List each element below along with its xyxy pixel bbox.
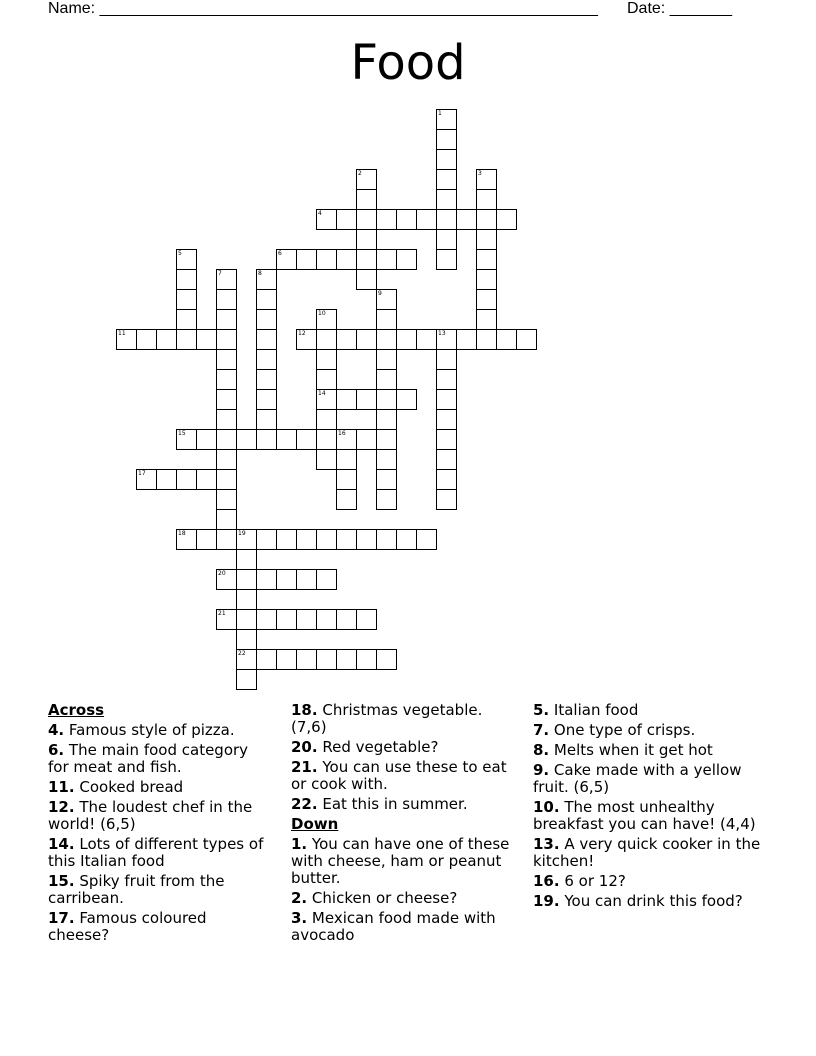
cell-number: 16 — [338, 430, 346, 437]
grid-cell[interactable] — [196, 329, 217, 350]
cell-number: 15 — [178, 430, 186, 437]
grid-cell[interactable] — [256, 649, 277, 670]
grid-cell[interactable] — [156, 329, 177, 350]
grid-cell[interactable] — [356, 329, 377, 350]
cell-number: 4 — [318, 210, 322, 217]
grid-cell[interactable] — [196, 429, 217, 450]
grid-cell[interactable] — [256, 529, 277, 550]
clue-item: 22. Eat this in summer. — [291, 795, 468, 813]
grid-cell[interactable] — [436, 249, 457, 270]
grid-cell[interactable] — [376, 309, 397, 330]
grid-cell[interactable] — [216, 389, 237, 410]
date-field[interactable]: Date: _______ — [627, 0, 732, 17]
grid-cell[interactable] — [396, 389, 417, 410]
grid-cell[interactable] — [336, 429, 357, 450]
grid-cell[interactable] — [356, 169, 377, 190]
grid-cell[interactable] — [296, 429, 317, 450]
grid-cell[interactable] — [216, 409, 237, 430]
grid-cell[interactable] — [376, 649, 397, 670]
grid-cell[interactable] — [476, 269, 497, 290]
grid-cell[interactable] — [436, 389, 457, 410]
cell-number: 18 — [178, 530, 186, 537]
name-field[interactable]: Name: ________________________________________________________ — [48, 0, 598, 17]
grid-cell[interactable] — [296, 569, 317, 590]
grid-cell[interactable] — [316, 569, 337, 590]
grid-cell[interactable] — [436, 349, 457, 370]
clue-item: 13. A very quick cooker in the kitchen! — [533, 835, 761, 870]
grid-cell[interactable] — [436, 149, 457, 170]
grid-cell[interactable] — [256, 569, 277, 590]
grid-cell[interactable] — [256, 269, 277, 290]
grid-cell[interactable] — [376, 469, 397, 490]
grid-cell[interactable] — [276, 609, 297, 630]
grid-cell[interactable] — [516, 329, 537, 350]
grid-cell[interactable] — [336, 329, 357, 350]
grid-cell[interactable] — [456, 209, 477, 230]
grid-cell[interactable] — [296, 609, 317, 630]
cell-number: 11 — [118, 330, 126, 337]
grid-cell[interactable] — [256, 329, 277, 350]
grid-cell[interactable] — [376, 409, 397, 430]
grid-cell[interactable] — [396, 249, 417, 270]
grid-cell[interactable] — [436, 489, 457, 510]
grid-cell[interactable] — [216, 509, 237, 530]
clue-item: 14. Lots of different types of this Italian food — [48, 835, 264, 870]
grid-cell[interactable] — [376, 489, 397, 510]
grid-cell[interactable] — [216, 489, 237, 510]
grid-cell[interactable] — [496, 329, 517, 350]
grid-cell[interactable] — [436, 169, 457, 190]
grid-cell[interactable] — [336, 469, 357, 490]
grid-cell[interactable] — [236, 569, 257, 590]
clues-column-2 — [291, 702, 516, 947]
grid-cell[interactable] — [216, 309, 237, 330]
grid-cell[interactable] — [256, 289, 277, 310]
clue-item: 7. One type of crisps. — [533, 721, 696, 739]
grid-cell[interactable] — [336, 489, 357, 510]
cell-number: 1 — [438, 110, 442, 117]
grid-cell[interactable] — [116, 329, 137, 350]
grid-cell[interactable] — [396, 329, 417, 350]
grid-cell[interactable] — [376, 249, 397, 270]
grid-cell[interactable] — [256, 369, 277, 390]
grid-cell[interactable] — [136, 469, 157, 490]
grid-cell[interactable] — [176, 329, 197, 350]
cell-number: 6 — [278, 250, 282, 257]
cell-number: 10 — [318, 310, 326, 317]
grid-cell[interactable] — [436, 129, 457, 150]
grid-cell[interactable] — [436, 329, 457, 350]
grid-cell[interactable] — [436, 189, 457, 210]
grid-cell[interactable] — [416, 529, 437, 550]
grid-cell[interactable] — [256, 389, 277, 410]
grid-cell[interactable] — [316, 369, 337, 390]
clue-item: 6. The main food category for meat and fish. — [48, 741, 249, 776]
grid-cell[interactable] — [316, 349, 337, 370]
grid-cell[interactable] — [376, 529, 397, 550]
grid-cell[interactable] — [256, 349, 277, 370]
grid-cell[interactable] — [316, 609, 337, 630]
grid-cell[interactable] — [256, 309, 277, 330]
grid-cell[interactable] — [356, 429, 377, 450]
grid-cell[interactable] — [336, 649, 357, 670]
grid-cell[interactable] — [316, 389, 337, 410]
grid-cell[interactable] — [436, 209, 457, 230]
grid-cell[interactable] — [476, 309, 497, 330]
grid-cell[interactable] — [336, 609, 357, 630]
grid-cell[interactable] — [216, 429, 237, 450]
grid-cell[interactable] — [176, 309, 197, 330]
grid-cell[interactable] — [416, 329, 437, 350]
grid-cell[interactable] — [476, 189, 497, 210]
grid-cell[interactable] — [316, 529, 337, 550]
grid-cell[interactable] — [336, 249, 357, 270]
grid-cell[interactable] — [336, 209, 357, 230]
grid-cell[interactable] — [296, 249, 317, 270]
grid-cell[interactable] — [276, 249, 297, 270]
grid-cell[interactable] — [376, 389, 397, 410]
cell-number: 3 — [478, 170, 482, 177]
cell-number: 9 — [378, 290, 382, 297]
cell-number: 7 — [218, 270, 222, 277]
grid-cell[interactable] — [436, 109, 457, 130]
grid-cell[interactable] — [256, 429, 277, 450]
grid-cell[interactable] — [276, 529, 297, 550]
grid-cell[interactable] — [236, 429, 257, 450]
grid-cell[interactable] — [316, 649, 337, 670]
grid-cell[interactable] — [436, 449, 457, 470]
grid-cell[interactable] — [476, 209, 497, 230]
grid-cell[interactable] — [216, 289, 237, 310]
clue-item: 17. Famous coloured cheese? — [48, 909, 207, 944]
grid-cell[interactable] — [316, 249, 337, 270]
grid-cell[interactable] — [316, 409, 337, 430]
grid-cell[interactable] — [216, 469, 237, 490]
grid-cell[interactable] — [336, 449, 357, 470]
grid-cell[interactable] — [216, 269, 237, 290]
clues-column-1 — [48, 702, 270, 947]
grid-cell[interactable] — [476, 249, 497, 270]
grid-cell[interactable] — [256, 409, 277, 430]
grid-cell[interactable] — [256, 609, 277, 630]
grid-cell[interactable] — [436, 469, 457, 490]
grid-cell[interactable] — [216, 369, 237, 390]
grid-cell[interactable] — [236, 669, 257, 690]
grid-cell[interactable] — [336, 389, 357, 410]
grid-cell[interactable] — [376, 289, 397, 310]
clue-item: 16. 6 or 12? — [533, 872, 626, 890]
grid-cell[interactable] — [376, 209, 397, 230]
cell-number: 5 — [178, 250, 182, 257]
grid-cell[interactable] — [216, 329, 237, 350]
grid-cell[interactable] — [236, 649, 257, 670]
grid-cell[interactable] — [376, 329, 397, 350]
cell-number: 21 — [218, 610, 226, 617]
grid-cell[interactable] — [436, 369, 457, 390]
grid-cell[interactable] — [356, 229, 377, 250]
grid-cell[interactable] — [236, 609, 257, 630]
grid-cell[interactable] — [376, 429, 397, 450]
cell-number: 19 — [238, 530, 246, 537]
grid-cell[interactable] — [436, 229, 457, 250]
grid-cell[interactable] — [356, 609, 377, 630]
clue-item: 12. The loudest chef in the world! (6,5) — [48, 798, 253, 833]
clue-item: 15. Spiky fruit from the carribean. — [48, 872, 225, 907]
grid-cell[interactable] — [356, 189, 377, 210]
grid-cell[interactable] — [436, 409, 457, 430]
grid-cell[interactable] — [376, 349, 397, 370]
cell-number: 17 — [138, 470, 146, 477]
grid-cell[interactable] — [356, 649, 377, 670]
grid-cell[interactable] — [136, 329, 157, 350]
grid-cell[interactable] — [176, 529, 197, 550]
cell-number: 20 — [218, 570, 226, 577]
clue-item: 3. Mexican food made with avocado — [291, 909, 496, 944]
cell-number: 2 — [358, 170, 362, 177]
grid-cell[interactable] — [316, 329, 337, 350]
grid-cell[interactable] — [496, 209, 517, 230]
grid-cell[interactable] — [296, 529, 317, 550]
grid-cell[interactable] — [236, 589, 257, 610]
grid-cell[interactable] — [276, 649, 297, 670]
clue-item: 21. You can use these to eat or cook with. — [291, 758, 507, 793]
grid-cell[interactable] — [356, 209, 377, 230]
clue-item: 1. You can have one of these with cheese, ham or peanut butter. — [291, 835, 510, 887]
grid-cell[interactable] — [476, 289, 497, 310]
grid-cell[interactable] — [456, 329, 477, 350]
down-heading: Down — [291, 815, 339, 833]
clue-item: 2. Chicken or cheese? — [291, 889, 458, 907]
grid-cell[interactable] — [176, 269, 197, 290]
grid-cell[interactable] — [216, 569, 237, 590]
cell-number: 13 — [438, 330, 446, 337]
grid-cell[interactable] — [216, 349, 237, 370]
grid-cell[interactable] — [156, 469, 177, 490]
grid-cell[interactable] — [376, 449, 397, 470]
grid-cell[interactable] — [396, 209, 417, 230]
grid-cell[interactable] — [316, 449, 337, 470]
grid-cell[interactable] — [196, 529, 217, 550]
grid-cell[interactable] — [236, 529, 257, 550]
cell-number: 22 — [238, 650, 246, 657]
grid-cell[interactable] — [356, 269, 377, 290]
grid-cell[interactable] — [276, 569, 297, 590]
grid-cell[interactable] — [376, 369, 397, 390]
grid-cell[interactable] — [316, 309, 337, 330]
grid-cell[interactable] — [316, 429, 337, 450]
grid-cell[interactable] — [356, 389, 377, 410]
clue-item: 4. Famous style of pizza. — [48, 721, 235, 739]
grid-cell[interactable] — [236, 549, 257, 570]
grid-cell[interactable] — [296, 329, 317, 350]
grid-cell[interactable] — [316, 209, 337, 230]
clue-item: 9. Cake made with a yellow fruit. (6,5) — [533, 761, 742, 796]
cell-number: 14 — [318, 390, 326, 397]
grid-cell[interactable] — [476, 329, 497, 350]
grid-cell[interactable] — [176, 249, 197, 270]
across-heading: Across — [48, 701, 105, 719]
grid-cell[interactable] — [216, 529, 237, 550]
grid-cell[interactable] — [296, 649, 317, 670]
grid-cell[interactable] — [176, 289, 197, 310]
clue-item: 20. Red vegetable? — [291, 738, 439, 756]
grid-cell[interactable] — [236, 629, 257, 650]
grid-cell[interactable] — [276, 429, 297, 450]
grid-cell[interactable] — [356, 249, 377, 270]
grid-cell[interactable] — [436, 429, 457, 450]
clue-item: 19. You can drink this food? — [533, 892, 743, 910]
grid-cell[interactable] — [476, 229, 497, 250]
clue-item: 11. Cooked bread — [48, 778, 184, 796]
cell-number: 8 — [258, 270, 262, 277]
clue-item: 18. Christmas vegetable.(7,6) — [291, 701, 483, 736]
grid-cell[interactable] — [476, 169, 497, 190]
cell-number: 12 — [298, 330, 306, 337]
clues-column-3 — [533, 702, 763, 913]
grid-cell[interactable] — [196, 469, 217, 490]
clue-item: 5. Italian food — [533, 701, 639, 719]
clue-item: 8. Melts when it get hot — [533, 741, 713, 759]
clue-item: 10. The most unhealthy breakfast you can have! (4,4) — [533, 798, 756, 833]
grid-cell[interactable] — [176, 469, 197, 490]
page-title: Food — [350, 35, 466, 91]
grid-cell[interactable] — [356, 529, 377, 550]
grid-cell[interactable] — [176, 429, 197, 450]
grid-cell[interactable] — [216, 609, 237, 630]
grid-cell[interactable] — [396, 529, 417, 550]
grid-cell[interactable] — [416, 209, 437, 230]
grid-cell[interactable] — [216, 449, 237, 470]
grid-cell[interactable] — [336, 529, 357, 550]
